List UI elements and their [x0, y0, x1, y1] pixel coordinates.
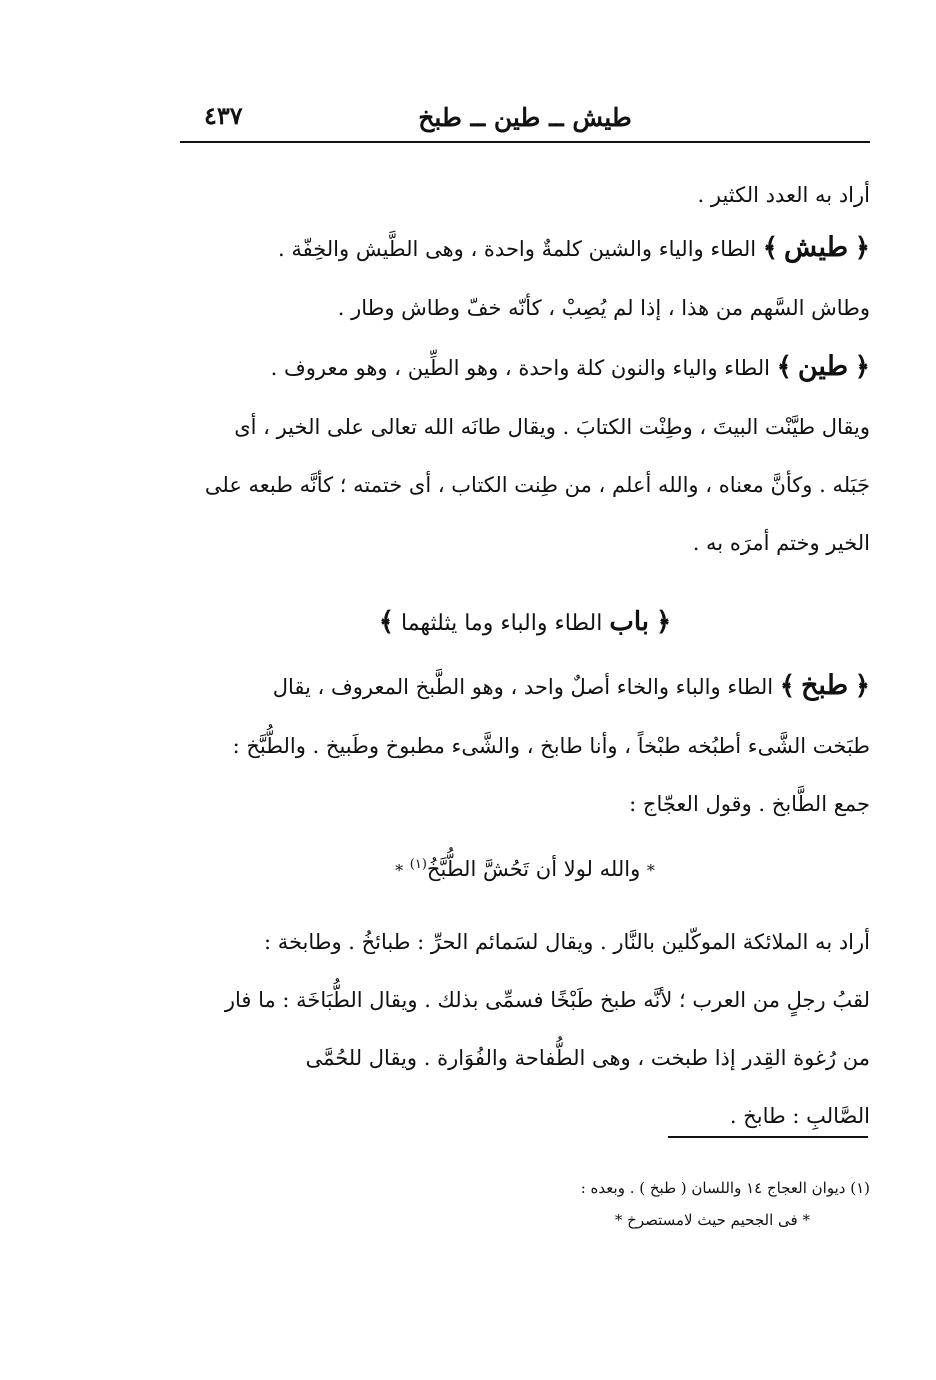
- entry-text: الطاء والباء والخاء أصلٌ واحد ، وهو الطَّبخ المعروف ، يقال: [272, 675, 774, 699]
- entry-tyn-line-1: [180, 337, 870, 398]
- bracket-close: ﴾: [779, 671, 795, 701]
- bracket-close: ﴾: [776, 352, 792, 382]
- entry-tyn-line-3: جَبَله . وكأنَّ معناه ، والله أعلم ، من طِنت الكتاب ، أى ختمته ؛ كأنَّه طبعه على: [204, 473, 870, 497]
- entry-tyn-line-4: الخير وختم أمرَه به .: [692, 531, 870, 555]
- para-line-2: لقبُ رجلٍ من العرب ؛ لأنَّه طبخ طَبْخًا فسمِّى بذلك . ويقال الطُّبَاخَة : ما فار: [224, 988, 870, 1012]
- page-number: ٤٣٧: [204, 101, 243, 130]
- bracket-open: ﴿: [854, 352, 870, 382]
- footnote-rule: [668, 1136, 868, 1138]
- para-line-3: من رُغوة القِدر إذا طبخت ، وهى الطُّفاحة والفُوَارة . ويقال للحُمَّى: [305, 1046, 870, 1070]
- bracket-open: ﴿: [854, 671, 870, 701]
- footnote-1: (١) ديوان العجاج ١٤ واللسان ( طبخ ) . وبعده :: [580, 1179, 870, 1197]
- main-text: [180, 172, 870, 1145]
- bracket-close: ﴾: [762, 233, 779, 263]
- bracket-open: ﴿: [854, 233, 870, 263]
- para-line-4: الصَّالبِ : طابخ .: [729, 1104, 870, 1128]
- star-ornament: *: [395, 861, 404, 880]
- verse-text: والله لولا أن تَحُشَّ الطُّبَّخُ: [426, 857, 641, 881]
- running-header: [180, 92, 870, 132]
- verse-line: [180, 837, 870, 899]
- entry-text: الطاء والياء والنون كلة واحدة ، وهو الطِّين ، وهو معروف .: [270, 356, 770, 380]
- entry-tbkh-line-3: جمع الطَّابخ . وقول العجّاج :: [629, 792, 870, 816]
- intro-line: أراد به العدد الكثير .: [697, 183, 870, 207]
- star-ornament: *: [646, 861, 655, 880]
- entry-text: الطاء والياء والشين كلمةٌ واحدة ، وهى الطَّيش والخِفّة .: [277, 237, 757, 261]
- entry-tbkh-line-1: [180, 656, 870, 717]
- section-title: الطاء والباء وما يثلثهما: [400, 611, 603, 636]
- entry-tbkh-line-2: طبَخت الشَّىء أطبُخه طبْخاً ، وأنا طابخ ، والشَّىء مطبوخ وطَبيخ . والطُّبَّخ :: [232, 734, 870, 758]
- entry-tysh-line-2: وطاش السَّهم من هذا ، إذا لم يُصِبْ ، كأنّه خفّ وطاش وطار .: [337, 296, 870, 320]
- footnote-verse: * فى الجحيم حيث لامستصرخ *: [614, 1211, 810, 1229]
- entry-headword-tysh: طيش: [784, 232, 849, 263]
- header-title: طيش ــ طين ــ طبخ: [418, 103, 632, 132]
- entry-tysh-line-1: [180, 218, 870, 279]
- para-line-1: أراد به الملائكة الموكّلين بالنَّار . ويقال لسَمائم الحرِّ : طبائخُ . وطابخة :: [263, 930, 870, 954]
- footnote-ref: (١): [409, 857, 427, 872]
- entry-headword-tbkh: طبخ: [801, 670, 849, 701]
- footnotes: [180, 1172, 870, 1236]
- bracket-close: ﴾: [378, 607, 394, 637]
- section-bab: باب: [609, 607, 649, 637]
- bracket-open: ﴿: [656, 607, 672, 637]
- header-rule: [180, 141, 870, 143]
- entry-headword-tyn: طين: [797, 351, 849, 382]
- section-heading: [180, 594, 870, 652]
- entry-tyn-line-2: ويقال طيَّنْت البيتَ ، وطِنْت الكتابَ . ويقال طانَه الله تعالى على الخير ، أى: [234, 415, 870, 439]
